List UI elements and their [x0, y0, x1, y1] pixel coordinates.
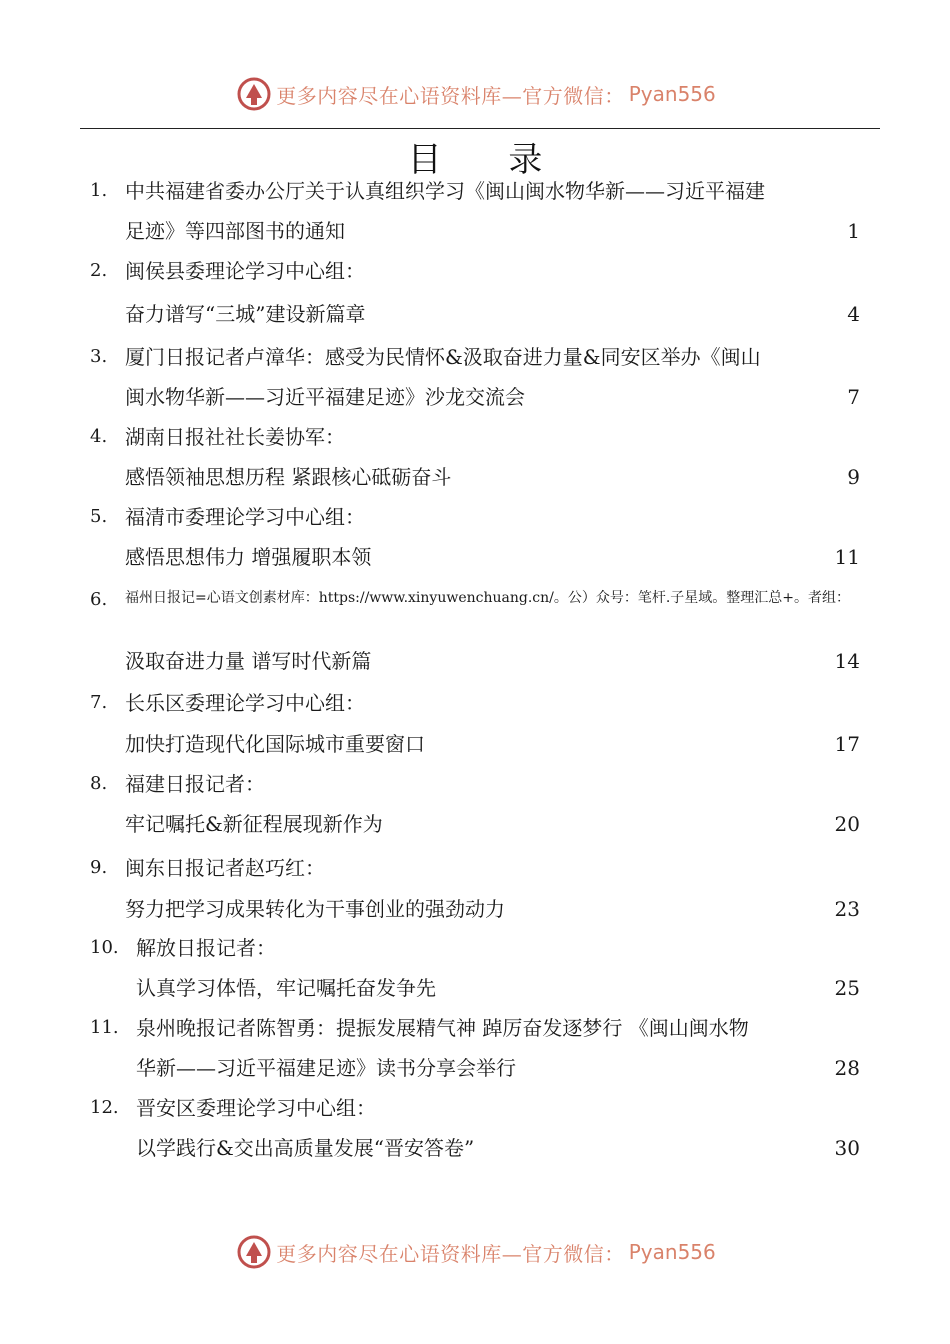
toc-entry-1-line2: [0, 216, 950, 246]
toc-page-number: 17: [834, 732, 860, 756]
toc-entry-9-line2: [0, 894, 950, 924]
header-banner: [0, 74, 950, 114]
toc-entry-number: 4.: [90, 426, 108, 447]
toc-page-number: 28: [834, 1056, 860, 1080]
toc-entry-7-line2: [0, 729, 950, 759]
toc-entry-number: 12.: [90, 1097, 119, 1118]
toc-entry-title: 闽侯县委理论学习中心组：: [125, 259, 365, 283]
banner-wechat-id: Pyan556: [628, 82, 716, 106]
banner-text: 更多内容尽在心语资料库—官方微信：: [276, 1241, 625, 1266]
page-title: 目 录: [407, 140, 571, 180]
toc-entry-number: 7.: [90, 692, 108, 713]
toc-entry-subtitle: 汲取奋进力量 谱写时代新篇: [125, 649, 372, 673]
toc-entry-10-line2: [0, 973, 950, 1003]
logo-icon: [234, 1232, 274, 1272]
toc-entry-8-line1: [0, 769, 950, 799]
toc-page-number: 23: [834, 897, 860, 921]
header-rule: [80, 128, 880, 129]
toc-page-number: 25: [834, 976, 860, 1000]
toc-entry-number: 6.: [90, 589, 108, 610]
toc-entry-subtitle: 华新——习近平福建足迹》读书分享会举行: [136, 1056, 516, 1080]
toc-entry-title: 湖南日报社社长姜协军：: [125, 425, 345, 449]
toc-entry-title: 泉州晚报记者陈智勇：提振发展精气神 踔厉奋发逐梦行 《闽山闽水物: [136, 1016, 749, 1040]
toc-entry-5-line2: [0, 542, 950, 572]
toc-entry-title: 解放日报记者：: [136, 936, 276, 960]
footer-banner: [0, 1232, 950, 1272]
toc-entry-1-line1: [0, 176, 950, 206]
toc-entry-title: 福建日报记者：: [125, 772, 265, 796]
toc-entry-2-line1: [0, 256, 950, 286]
toc-entry-5-line1: [0, 502, 950, 532]
toc-entry-9-line1: [0, 853, 950, 883]
toc-entry-2-line2: [0, 299, 950, 329]
toc-entry-11-line1: [0, 1013, 950, 1043]
toc-entry-title: 中共福建省委办公厅关于认真组织学习《闽山闽水物华新——习近平福建: [125, 179, 765, 203]
toc-entry-title: 福清市委理论学习中心组：: [125, 505, 365, 529]
toc-entry-3-line2: [0, 382, 950, 412]
toc-entry-8-line2: [0, 809, 950, 839]
toc-entry-title: 厦门日报记者卢漳华：感受为民情怀&汲取奋进力量&同安区举办《闽山: [125, 345, 761, 369]
toc-page-number: 7: [847, 385, 860, 409]
toc-page-number: 1: [847, 219, 860, 243]
toc-entry-subtitle: 感悟思想伟力 增强履职本领: [125, 545, 372, 569]
toc-entry-subtitle: 牢记嘱托&新征程展现新作为: [125, 812, 383, 836]
toc-page-number: 11: [834, 545, 860, 569]
toc-page-number: 30: [834, 1136, 860, 1160]
toc-entry-7-line1: [0, 688, 950, 718]
toc-entry-10-line1: [0, 933, 950, 963]
toc-entry-12-line2: [0, 1133, 950, 1163]
toc-entry-subtitle: 加快打造现代化国际城市重要窗口: [125, 732, 425, 756]
toc-entry-title: 闽东日报记者赵巧红：: [125, 856, 325, 880]
toc-entry-title: 晋安区委理论学习中心组：: [136, 1096, 376, 1120]
toc-entry-number: 3.: [90, 346, 108, 367]
toc-entry-11-line2: [0, 1053, 950, 1083]
toc-entry-4-line2: [0, 462, 950, 492]
toc-entry-12-line1: [0, 1093, 950, 1123]
toc-entry-subtitle: 闽水物华新——习近平福建足迹》沙龙交流会: [125, 385, 525, 409]
toc-entry-title: 福州日报记=心语文创素材库：https://www.xinyuwenchuang.cn/。公）众号：笔杆.子星域。整理汇总+。者组：: [125, 590, 851, 606]
toc-page-number: 4: [847, 302, 860, 326]
toc-page-number: 9: [847, 465, 860, 489]
toc-entry-subtitle: 努力把学习成果转化为干事创业的强劲动力: [125, 897, 505, 921]
toc-entry-number: 2.: [90, 260, 108, 281]
toc-entry-4-line1: [0, 422, 950, 452]
toc-entry-number: 9.: [90, 857, 108, 878]
banner-text: 更多内容尽在心语资料库—官方微信：: [276, 83, 625, 108]
toc-entry-title: 长乐区委理论学习中心组：: [125, 691, 365, 715]
toc-page-number: 14: [834, 649, 860, 673]
toc-entry-subtitle: 认真学习体悟，牢记嘱托奋发争先: [136, 976, 436, 1000]
toc-entry-number: 8.: [90, 773, 108, 794]
toc-page-number: 20: [834, 812, 860, 836]
toc-entry-number: 1.: [90, 180, 108, 201]
banner-wechat-id: Pyan556: [628, 1240, 716, 1264]
toc-entry-subtitle: 以学践行&交出高质量发展“晋安答卷”: [136, 1136, 475, 1160]
toc-entry-subtitle: 奋力谱写“三城”建设新篇章: [125, 302, 366, 326]
toc-entry-subtitle: 感悟领袖思想历程 紧跟核心砥砺奋斗: [125, 465, 452, 489]
toc-entry-6-line2: [0, 646, 950, 676]
toc-entry-number: 10.: [90, 937, 119, 958]
toc-entry-number: 5.: [90, 506, 108, 527]
toc-entry-3-line1: [0, 342, 950, 372]
logo-icon: [234, 74, 274, 114]
toc-entry-number: 11.: [90, 1017, 119, 1038]
toc-entry-6-line1: [0, 588, 950, 632]
toc-entry-subtitle: 足迹》等四部图书的通知: [125, 219, 345, 243]
